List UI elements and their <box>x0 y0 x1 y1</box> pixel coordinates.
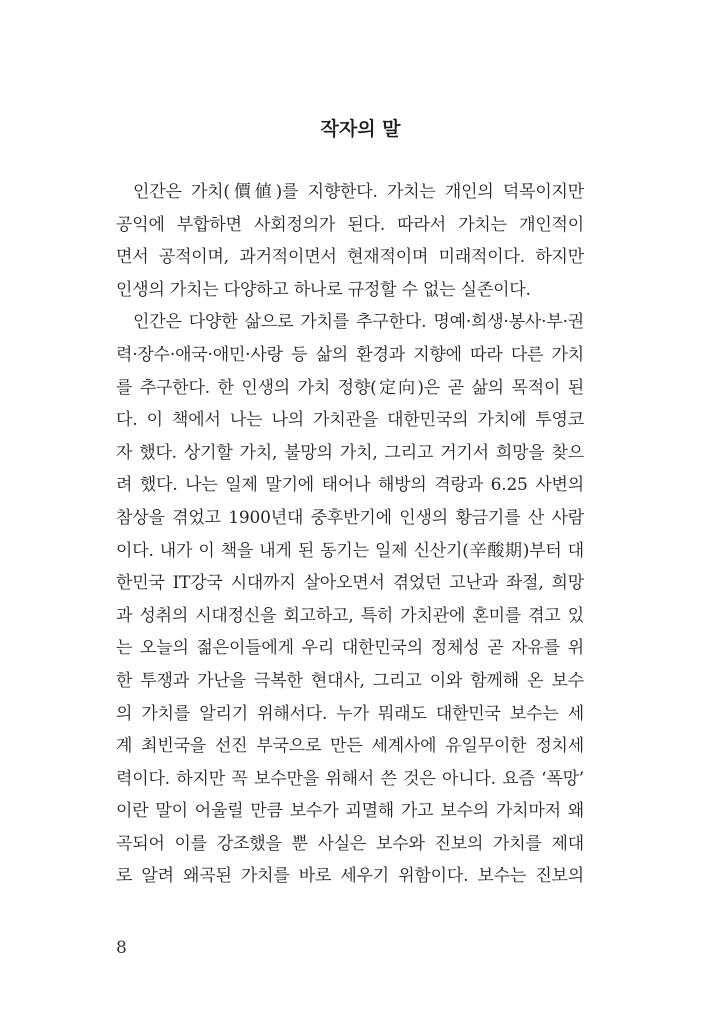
paragraph-2-line: 를 추구한다. 한 인생의 가치 정향(定向)은 곧 삶의 목적이 된 <box>116 377 584 398</box>
paragraph-2-line: 과 성취의 시대정신을 회고하고, 특히 가치관에 혼미를 겪고 있 <box>116 605 584 626</box>
paragraph-2-line: 곡되어 이를 강조했을 뿐 사실은 보수와 진보의 가치를 제대 <box>116 833 584 854</box>
paragraph-2-line: 는 오늘의 젊은이들에게 우리 대한민국의 정체성 곧 자유를 위 <box>116 638 584 659</box>
page-number: 8 <box>116 938 127 958</box>
paragraph-2-line: 다. 이 책에서 나는 나의 가치관을 대한민국의 가치에 투영코 <box>116 410 584 431</box>
body-text <box>116 176 584 893</box>
paragraph-1-line: 인생의 가치는 다양하고 하나로 규정할 수 없는 실존이다. <box>116 279 531 300</box>
page-title: 작자의 말 <box>320 118 401 140</box>
paragraph-1-line: 인간은 가치(價値)를 지향한다. 가치는 개인의 덕목이지만 <box>133 182 584 202</box>
paragraph-2-line: 려 했다. 나는 일제 말기에 태어나 해방의 격랑과 6.25 사변의 <box>116 475 584 496</box>
paragraph-2-line: 이란 말이 어울릴 만큼 보수가 괴멸해 가고 보수의 가치마저 왜 <box>116 801 584 822</box>
paragraph-2-line: 한 투쟁과 가난을 극복한 현대사, 그리고 이와 함께해 온 보수 <box>116 670 584 691</box>
paragraph-2-line: 력·장수·애국·애민·사랑 등 삶의 환경과 지향에 따라 다른 가치 <box>116 344 584 365</box>
paragraph-2-line: 한민국 IT강국 시대까지 살아오면서 겪었던 고난과 좌절, 희망 <box>116 573 584 594</box>
paragraph-2-line: 력이다. 하지만 꼭 보수만을 위해서 쓴 것은 아니다. 요즘 ‘폭망’ <box>116 768 584 789</box>
paragraph-2-line: 이다. 내가 이 책을 내게 된 동기는 일제 신산기(辛酸期)부터 대 <box>116 540 584 561</box>
paragraph-2-line: 인간은 다양한 삶으로 가치를 추구한다. 명예·희생·봉사·부·권 <box>133 312 584 333</box>
paragraph-2-line: 계 최빈국을 선진 부국으로 만든 세계사에 유일무이한 정치세 <box>116 736 584 757</box>
paragraph-1-line: 공익에 부합하면 사회정의가 된다. 따라서 가치는 개인적이 <box>116 214 584 235</box>
paragraph-1-line: 면서 공적이며, 과거적이면서 현재적이며 미래적이다. 하지만 <box>116 247 584 268</box>
paragraph-2-line: 참상을 겪었고 1900년대 중후반기에 인생의 황금기를 산 사람 <box>116 507 584 528</box>
paragraph-2-line: 의 가치를 알리기 위해서다. 누가 뭐래도 대한민국 보수는 세 <box>116 703 584 724</box>
paragraph-2-line: 로 알려 왜곡된 가치를 바로 세우기 위함이다. 보수는 진보의 <box>116 866 584 887</box>
paragraph-2-line: 자 했다. 상기할 가치, 불망의 가치, 그리고 거기서 희망을 찾으 <box>116 442 584 463</box>
